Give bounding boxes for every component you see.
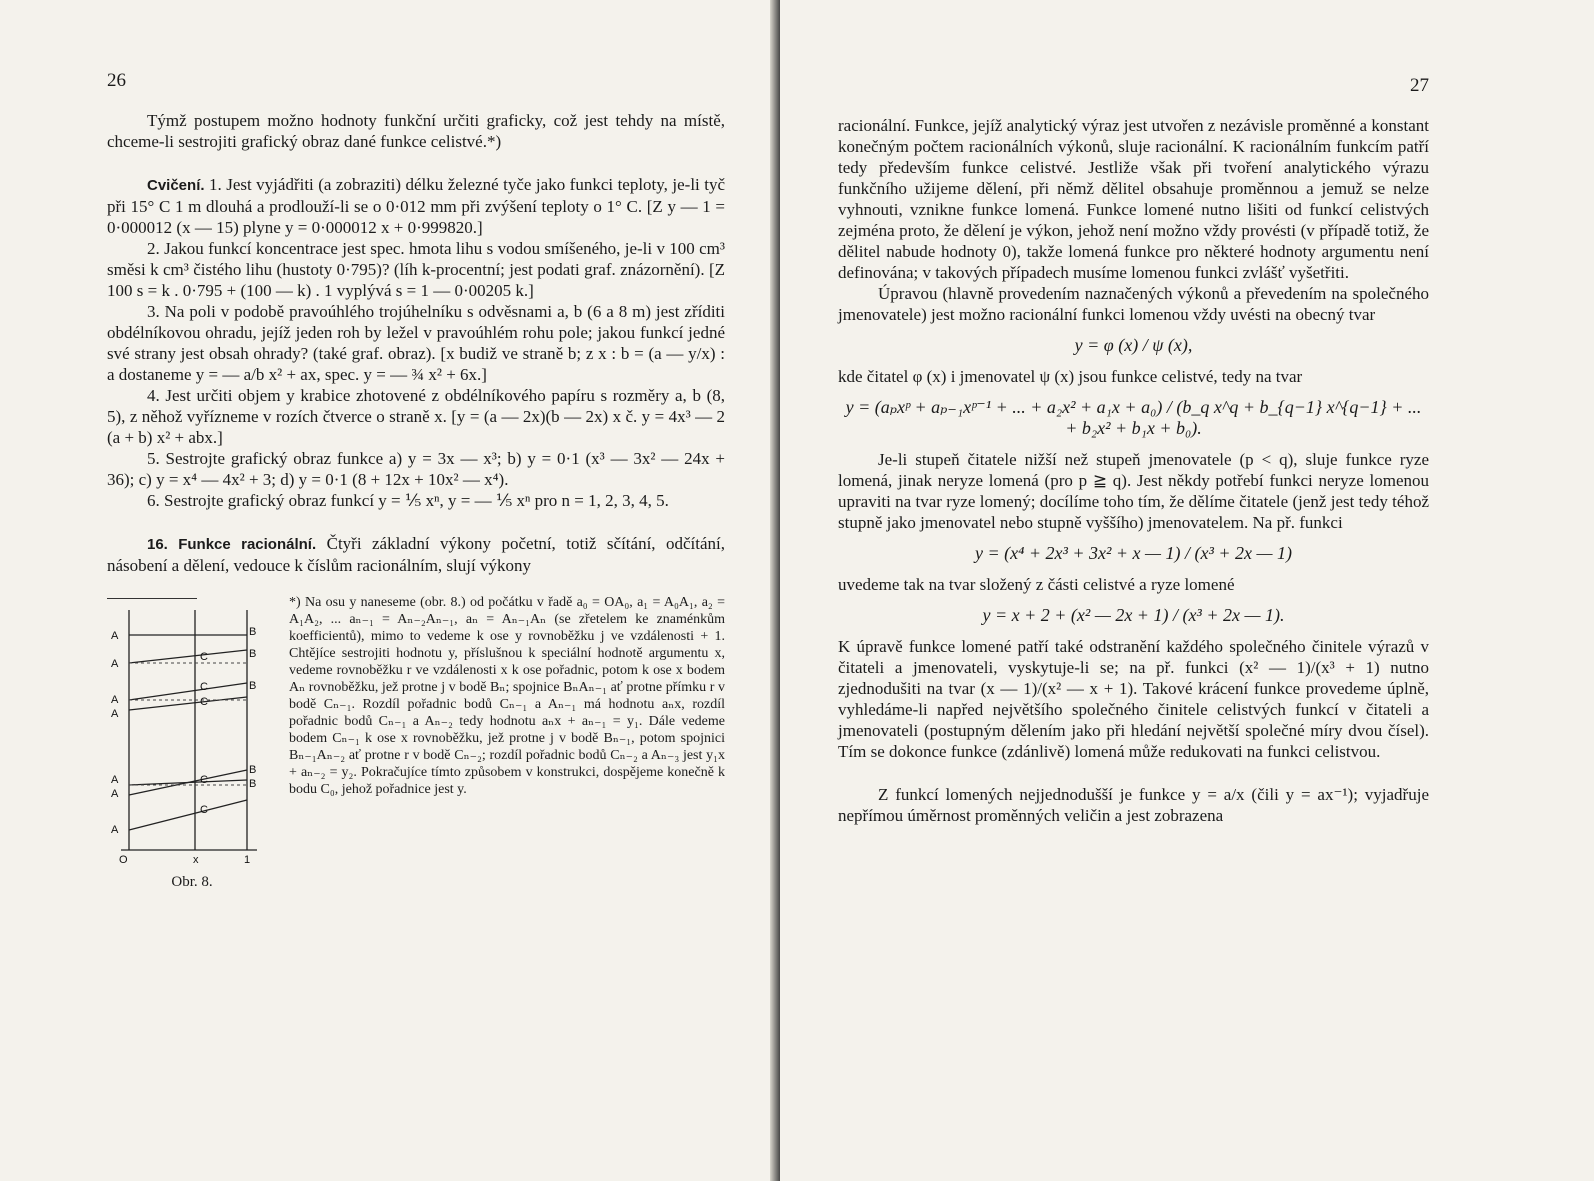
exercise-1 bbox=[107, 174, 725, 238]
formula-1: y = φ (x) / ψ (x), bbox=[1074, 335, 1193, 355]
figure-8 bbox=[107, 594, 277, 891]
paragraph-7: Z funkcí lomených nejjednodušší je funkce y = a/x (čili y = ax⁻¹); vyjadřuje nepřímou úměrnost proměnných veličin a jest zobrazena bbox=[838, 785, 1429, 825]
paragraph-2: Úpravou (hlavně provedením naznačených výkonů a převedením na společného jmenovatele) jest možno racionální funkci lomenou vždy uvésti na obecný tvar bbox=[838, 284, 1429, 324]
page-number: 26 bbox=[107, 70, 126, 91]
svg-text:C: C bbox=[200, 774, 208, 786]
exercise-2: 2. Jakou funkcí koncentrace jest spec. hmota lihu s vodou smíšeného, je-li v 100 cm³ směsi k cm³ čistého lihu (hustoty 0·795)? (líh k-procentní; jest podati graf. znázornění). [Z 100 s = k . 0·795 + (100 — k) . 1 vyplývá s = 1 — 0·00205 k.] bbox=[107, 239, 725, 300]
paragraph-4: Je-li stupeň čitatele nižší než stupeň jmenovatele (p < q), sluje funkce ryze lomená, jinak neryze lomená (pro p ≧ q). Jest někdy potřebí funkci neryze lomenou upraviti na tvar ryze lomený; docílíme toho tím, že dělíme čitatele (jenž jest tedy téhož stupně jako jmenovatel nebo stupně vyššího) jmenovatelem. Na př. funkci bbox=[838, 450, 1429, 532]
exercise-heading: Cvičení. bbox=[147, 177, 205, 194]
svg-text:A: A bbox=[111, 658, 119, 670]
formula-2: y = (aₚxᵖ + aₚ₋₁xᵖ⁻¹ + ... + a₂x² + a₁x + a₀) / (b_q x^q + b_{q−1} x^{q−1} + ... + b₂x² + b₁x + b₀). bbox=[845, 397, 1422, 438]
section-heading: 16. Funkce racionální. bbox=[147, 536, 317, 553]
svg-text:A: A bbox=[111, 774, 119, 786]
exercise-6: 6. Sestrojte grafický obraz funkcí y = ⅕ xⁿ, y = — ⅕ xⁿ pro n = 1, 2, 3, 4, 5. bbox=[147, 491, 669, 510]
svg-text:C: C bbox=[200, 696, 208, 708]
footnote-block bbox=[107, 594, 725, 891]
svg-text:B: B bbox=[249, 778, 257, 790]
paragraph-6: K úpravě funkce lomené patří také odstranění každého společného činitele výrazů v čitateli a jmenovateli, vyskytuje-li se; na př. funkci (x² — 1)/(x³ + 1) nutno zjednodušiti na tvar (x — 1)/(x² — x + 1). Takové krácení funkce provedeme úplně, vyhledáme-li napřed největšího společného činitele celistvých funkcí v čitateli a jmenovateli (postupným dělením jako při hledání největší společné míry dvou čísel). Tím se dokonce funkce (zdánlivě) lomená může redukovati na funkci celistvou. bbox=[838, 637, 1429, 761]
svg-text:A: A bbox=[111, 788, 119, 800]
section-text: Čtyři základní výkony početní, totiž sčítání, odčítání, násobení a dělení, vedouce k číslům racionálním, slují výkony bbox=[107, 534, 726, 575]
svg-text:C: C bbox=[200, 651, 208, 663]
formula-3: y = (x⁴ + 2x³ + 3x² + x — 1) / (x³ + 2x — 1) bbox=[974, 543, 1293, 563]
intro-paragraph: Týmž postupem možno hodnoty funkční určiti graficky, což jest tehdy na místě, chceme-li sestrojiti grafický obraz dané funkce celistvé.*) bbox=[107, 111, 725, 151]
page-number: 27 bbox=[1410, 75, 1429, 96]
svg-text:C: C bbox=[200, 681, 208, 693]
svg-text:A: A bbox=[111, 824, 119, 836]
exercise-4: 4. Jest určiti objem y krabice zhotovené z obdélníkového papíru s rozměry a, b (8, 5), z něhož vyřízneme v rozích čtverce o straně x. [y = (a — 2x)(b — 2x) x č. y = 4x³ — 2 (a + b) x² + abx.] bbox=[107, 386, 725, 447]
svg-text:B: B bbox=[249, 648, 257, 660]
svg-text:A: A bbox=[111, 630, 119, 642]
construction-diagram bbox=[107, 605, 272, 865]
formula-4: y = x + 2 + (x² — 2x + 1) / (x³ + 2x — 1). bbox=[982, 605, 1285, 625]
footnote-rule bbox=[107, 598, 197, 599]
svg-text:x: x bbox=[193, 854, 199, 865]
svg-text:B: B bbox=[249, 626, 257, 638]
svg-text:1: 1 bbox=[244, 854, 251, 865]
paragraph-3: kde čitatel φ (x) i jmenovatel ψ (x) jsou funkce celistvé, tedy na tvar bbox=[838, 367, 1303, 386]
svg-text:B: B bbox=[249, 764, 257, 776]
exercise-5: 5. Sestrojte grafický obraz funkce a) y = 3x — x³; b) y = 0·1 (x³ — 3x² — 24x + 36); c) y = x⁴ — 4x² + 3; d) y = 0·1 (8 + 12x + 10x² — x⁴). bbox=[107, 449, 725, 489]
exercise-1-text: 1. Jest vyjádřiti (a zobraziti) délku železné tyče jako funkci teploty, je-li tyč při 15° C 1 m dlouhá a prodlouží-li se o 0·012 mm při zvýšení teploty o 1° C. [Z y — 1 = 0·000012 (x — 15) plyne y = 0·000012 x + 0·999820.] bbox=[107, 175, 726, 237]
svg-text:A: A bbox=[111, 694, 119, 706]
paragraph-1: racionální. Funkce, jejíž analytický výraz jest utvořen z nezávisle proměnné a konstant konečným počtem racionálních výkonů, sluje racionální. K racionálním funkcím patří tedy především funkce celistvé. Jestliže však při tvoření analytického výrazu funkčního užijeme dělení, při němž dělitel obsahuje proměnnou a jemuž se nelze vyhnouti, vznikne funkce lomená. Funkce lomené nutno lišiti od funkcí celistvých zejména proto, že dělení je výkon, jehož není možno vždy provésti (v případě totiž, že dělitel nabude hodnoty 0), takže lomená funkce pro některé hodnoty argumentu není definována; v takových případech musíme lomenou funkci zvlášť vyšetřiti. bbox=[838, 116, 1429, 282]
svg-text:O: O bbox=[119, 854, 128, 865]
paragraph-5: uvedeme tak na tvar složený z části celistvé a ryze lomené bbox=[838, 575, 1235, 594]
svg-text:A: A bbox=[111, 708, 119, 720]
svg-text:C: C bbox=[200, 804, 208, 816]
section-16 bbox=[107, 533, 725, 576]
exercise-3: 3. Na poli v podobě pravoúhlého trojúhelníku s odvěsnami a, b (6 a 8 m) jest zříditi obdélníkovou ohradu, jejíž jeden roh by ležel v pravoúhlém rohu pole; jakou funkcí jedné své strany jest obsah ohrady? (také graf. obraz). [x budiž ve straně b; z x : b = (a — y/x) : a dostaneme y = — a/b x² + ax, spec. y = — ¾ x² + 6x.] bbox=[107, 302, 725, 384]
footnote-text: *) Na osu y naneseme (obr. 8.) od počátku v řadě a₀ = OA₀, a₁ = A₀A₁, a₂ = A₁A₂, ... aₙ₋₁ = Aₙ₋₂Aₙ₋₁, aₙ = Aₙ₋₁Aₙ (se zřetelem ke znaménkům koefficientů), mimo to vedeme k ose y rovnoběžku j ve vzdálenosti + 1. Chtějíce sestrojiti hodnotu y, příslušnou k speciální hodnotě argumentu x, vedeme rovnoběžku r ve vzdálenosti x k ose pořadnic, potom k ose x bodem Aₙ rovnoběžku, jež protne j v bodě Bₙ; spojnice BₙAₙ₋₁ ať protne přímku r v bodě Cₙ₋₁. Rozdíl pořadnic bodů Cₙ₋₁ a Aₙ₋₁ má hodnotu aₙx, rozdíl pořadnic bodů Cₙ₋₁ a Aₙ₋₂ tedy hodnotu aₙx + aₙ₋₁ = y₁. Dále vedeme bodem Cₙ₋₁ k ose x rovnoběžku, jež protne j v bodě Bₙ₋₁, potom spojnici Bₙ₋₁Aₙ₋₂ ať protne r v bodě Cₙ₋₂; rozdíl pořadnic bodů Cₙ₋₂ a Aₙ₋₃ jest y₁x + aₙ₋₂ = y₂. Pokračujíce tímto způsobem v konstrukci, dospějeme konečně k bodu C₀, jehož pořadnice jest y. bbox=[289, 595, 725, 797]
left-page bbox=[0, 0, 780, 1181]
figure-caption: Obr. 8. bbox=[171, 874, 213, 890]
svg-text:B: B bbox=[249, 680, 257, 692]
right-page bbox=[780, 0, 1594, 1181]
